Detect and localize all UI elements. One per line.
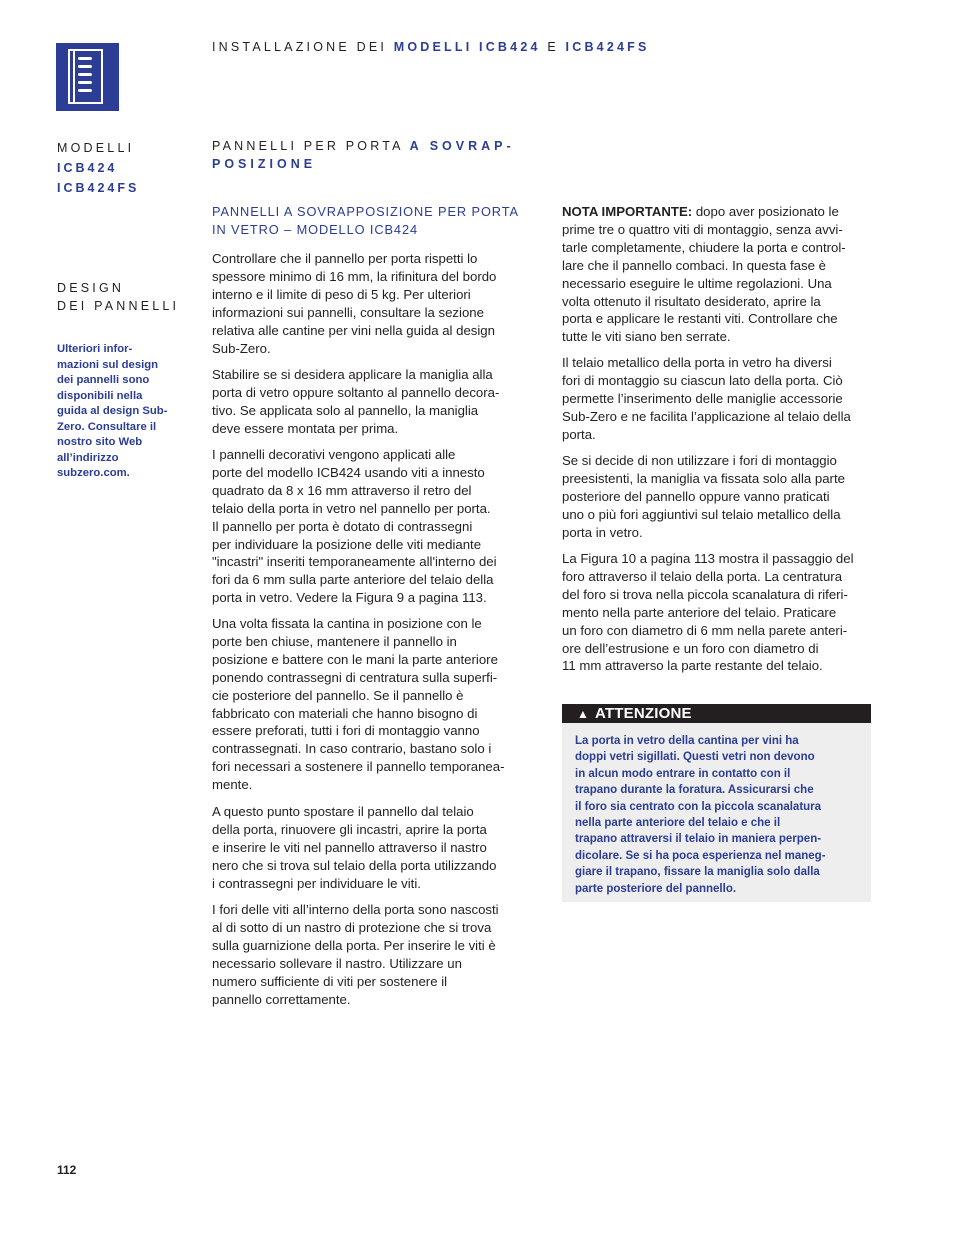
body-line: mento nella parte anteriore del telaio. Praticare bbox=[562, 604, 837, 620]
warning-line: nella parte anteriore del telaio e che il bbox=[575, 817, 781, 830]
left-paragraph-2 bbox=[212, 366, 499, 438]
sidebar-note-line: dei pannelli sono bbox=[57, 374, 150, 386]
sidebar-note-line: nostro sito Web bbox=[57, 436, 143, 448]
body-line: Il telaio metallico della porta in vetro ha diversi bbox=[562, 355, 832, 370]
body-line: preesistenti, la maniglia va fissata solo alla parte bbox=[562, 470, 845, 486]
body-line: deve essere montata per prima. bbox=[212, 420, 399, 436]
body-line: uno o più fori aggiuntivi sul telaio metallico della bbox=[562, 506, 841, 522]
sidebar-note-line: disponibili nella bbox=[57, 389, 143, 402]
logo-shelf bbox=[78, 57, 92, 60]
body-line: Il pannello per porta è dotato di contrassegni bbox=[212, 518, 473, 534]
body-line: dopo aver posizionato le bbox=[692, 204, 839, 219]
body-line: necessario eseguire le ultime regolazioni. Una bbox=[562, 275, 832, 291]
sidebar-design-label-1: DESIGN bbox=[57, 281, 125, 295]
body-line: tarle completamente, chiudere la porta e control- bbox=[562, 239, 846, 255]
body-line: ore dell’estrusione e un foro con diametro di bbox=[562, 640, 819, 656]
warning-line: trapano attraversi il telaio in maniera perpen- bbox=[575, 833, 822, 846]
sidebar-note-line: all’indirizzo bbox=[57, 451, 119, 464]
body-line: della porta, rinuovere gli incastri, aprire la porta bbox=[212, 821, 487, 837]
body-line: I pannelli decorativi vengono applicati alle bbox=[212, 447, 456, 462]
warning-line: dicolare. Se si ha poca esperienza nel maneg- bbox=[575, 849, 826, 862]
header-model-b: ICB424FS bbox=[565, 40, 650, 54]
body-line: del foro si trova nella piccola scanalatura di riferi- bbox=[562, 586, 848, 602]
body-line: Sub-Zero e ne facilita l’applicazione al telaio della bbox=[562, 408, 851, 424]
header-model-a: MODELLI ICB424 bbox=[393, 40, 541, 54]
body-line: interno e il limite di peso di 5 kg. Per ulteriori bbox=[212, 286, 471, 302]
body-line: porte del modello ICB424 usando viti a innesto bbox=[212, 464, 485, 480]
body-line: lare che il pannello combaci. In questa fase è bbox=[562, 257, 826, 273]
body-line: fori necessari a sostenere il pannello temporanea- bbox=[212, 759, 505, 775]
right-paragraph-3 bbox=[562, 550, 854, 675]
body-line: porta e applicare le restanti viti. Controllare che bbox=[562, 311, 838, 327]
logo-shelf bbox=[78, 89, 92, 92]
body-line: nero che si trova sul telaio della porta utilizzando bbox=[212, 857, 497, 873]
body-line: porta. bbox=[562, 426, 596, 442]
body-line: posizione e battere con le mani la parte anteriore bbox=[212, 651, 498, 667]
body-line: mente. bbox=[212, 777, 253, 793]
body-line: fori di montaggio su ciascun lato della porta. Ciò bbox=[562, 372, 843, 388]
sidebar-model-1: ICB424 bbox=[57, 161, 118, 175]
subheading-line: IN VETRO – MODELLO ICB424 bbox=[212, 221, 418, 237]
body-line: i contrassegni per individuare le viti. bbox=[212, 875, 421, 891]
body-line: volta ottenuto il risultato desiderato, aprire la bbox=[562, 293, 821, 309]
left-paragraph-3 bbox=[212, 446, 497, 607]
body-line: cie posteriore del pannello. Se il pannello è bbox=[212, 687, 464, 703]
body-line: per individuare la posizione delle viti mediante bbox=[212, 536, 482, 552]
body-line: I fori delle viti all’interno della porta sono nascosti bbox=[212, 902, 499, 917]
right-paragraph-1 bbox=[562, 354, 851, 444]
body-line: e inserire le viti nel pannello attraverso il nastro bbox=[212, 839, 487, 855]
body-line: permette l’inserimento delle maniglie accessorie bbox=[562, 390, 843, 406]
body-line: Controllare che il pannello per porta rispetti lo bbox=[212, 251, 478, 266]
sidebar-note-link[interactable]: subzero.com. bbox=[57, 467, 130, 479]
subheading-line: PANNELLI A SOVRAPPOSIZIONE PER PORTA bbox=[212, 204, 519, 219]
body-line: porta in vetro. Vedere la Figura 9 a pagina 113. bbox=[212, 590, 487, 606]
body-line: foro attraverso il telaio della porta. La centratura bbox=[562, 568, 843, 584]
important-note bbox=[562, 203, 846, 346]
body-line: fabbricato con materiali che hanno bisogno di bbox=[212, 705, 478, 721]
logo-door-edge bbox=[73, 49, 75, 104]
body-line: tutte le viti siano ben serrate. bbox=[562, 329, 731, 345]
warning-triangle-icon: ▲ bbox=[577, 707, 589, 721]
body-line: A questo punto spostare il pannello dal telaio bbox=[212, 804, 474, 819]
sidebar-model-2: ICB424FS bbox=[57, 181, 140, 195]
body-line: quadrato da 8 x 16 mm attraverso il retro del bbox=[212, 482, 472, 498]
body-line: telaio della porta in vetro nel pannello per porta. bbox=[212, 500, 491, 516]
header-prefix: INSTALLAZIONE DEI bbox=[212, 40, 388, 54]
warning-line: in alcun modo entrare in contatto con il bbox=[575, 767, 791, 780]
warning-line: doppi vetri sigillati. Questi vetri non devono bbox=[575, 751, 815, 764]
body-line: "incastri" inseriti temporaneamente all'interno dei bbox=[212, 554, 497, 570]
sidebar-note bbox=[57, 342, 187, 482]
warning-line: parte posteriore del pannello. bbox=[575, 882, 737, 895]
sidebar-note-line: Ulteriori infor- bbox=[57, 343, 133, 355]
header-conjunction: E bbox=[547, 40, 559, 54]
sidebar-models-label: MODELLI bbox=[57, 141, 135, 155]
body-line: sulla guarnizione della porta. Per inserire le viti è bbox=[212, 937, 496, 953]
body-line: essere preforati, tutti i fori di montaggio vanno bbox=[212, 723, 480, 739]
left-paragraph-6 bbox=[212, 901, 499, 1008]
logo-shelf bbox=[78, 65, 92, 68]
body-line: tivo. Se applicata solo al pannello, la maniglia bbox=[212, 402, 479, 418]
body-line: Una volta fissata la cantina in posizione con le bbox=[212, 616, 482, 631]
warning-line: il foro sia centrato con la piccola scanalatura bbox=[575, 800, 822, 813]
section-heading-emphasis-1: A SOVRAP- bbox=[409, 139, 515, 153]
body-line: prime tre o quattro viti di montaggio, senza avvi- bbox=[562, 221, 843, 237]
subheading bbox=[212, 203, 542, 238]
body-line: La Figura 10 a pagina 113 mostra il passaggio del bbox=[562, 551, 854, 566]
body-line: al di sotto di un nastro di protezione che si trova bbox=[212, 919, 492, 935]
body-line: Sub-Zero. bbox=[212, 340, 271, 356]
left-paragraph-1 bbox=[212, 250, 496, 357]
body-line: ponendo contrassegni di centratura sulla superfi- bbox=[212, 669, 498, 685]
body-line: numero sufficiente di viti per sostenere il bbox=[212, 973, 448, 989]
warning-text bbox=[575, 733, 826, 897]
warning-box bbox=[562, 704, 871, 902]
sidebar-note-line: guida al design Sub- bbox=[57, 405, 168, 417]
body-line: pannello correttamente. bbox=[212, 991, 351, 1007]
section-heading bbox=[212, 137, 515, 173]
body-line: relativa alle cantine per vini nella guida al design bbox=[212, 322, 495, 338]
sidebar-note-line: mazioni sul design bbox=[57, 358, 159, 371]
running-header bbox=[212, 40, 650, 54]
logo-shelf bbox=[78, 81, 92, 84]
body-line: necessario sollevare il nastro. Utilizzare un bbox=[212, 955, 462, 971]
warning-line: giare il trapano, fissare la maniglia solo dalla bbox=[575, 866, 820, 879]
section-heading-emphasis-2: POSIZIONE bbox=[212, 157, 317, 171]
left-paragraph-4 bbox=[212, 615, 505, 794]
important-note-label: NOTA IMPORTANTE: bbox=[562, 204, 693, 219]
body-line: porta di vetro oppure soltanto al pannello decora- bbox=[212, 384, 500, 400]
warning-title: ATTENZIONE bbox=[595, 705, 692, 722]
warning-line: trapano durante la foratura. Assicurarsi che bbox=[575, 784, 814, 797]
logo-shelf bbox=[78, 73, 92, 76]
body-line: informazioni sui pannelli, consultare la sezione bbox=[212, 304, 484, 320]
warning-line: La porta in vetro della cantina per vini ha bbox=[575, 735, 799, 747]
body-line: spessore minimo di 16 mm, la rifinitura del bordo bbox=[212, 268, 497, 284]
wine-cabinet-logo-icon bbox=[56, 43, 119, 111]
section-heading-prefix: PANNELLI PER PORTA bbox=[212, 139, 403, 153]
warning-title-bar bbox=[562, 704, 871, 723]
body-line: contrassegnati. In caso contrario, bastano solo i bbox=[212, 741, 492, 757]
sidebar-note-line: Zero. Consultare il bbox=[57, 420, 157, 433]
body-line: un foro con diametro di 6 mm nella parete anteri- bbox=[562, 622, 848, 638]
body-line: porte ben chiuse, mantenere il pannello in bbox=[212, 633, 457, 649]
body-line: fori da 6 mm sulla parte anteriore del telaio della bbox=[212, 572, 494, 588]
body-line: Stabilire se si desidera applicare la maniglia alla bbox=[212, 367, 493, 382]
body-line: posteriore del pannello oppure vanno praticati bbox=[562, 488, 830, 504]
body-line: porta in vetro. bbox=[562, 524, 643, 540]
sidebar-design-label-2: DEI PANNELLI bbox=[57, 299, 180, 313]
body-line: 11 mm attraverso la parte restante del telaio. bbox=[562, 658, 823, 674]
right-paragraph-2 bbox=[562, 452, 845, 542]
page-number: 112 bbox=[57, 1163, 77, 1177]
body-line: Se si decide di non utilizzare i fori di montaggio bbox=[562, 453, 837, 468]
left-paragraph-5 bbox=[212, 803, 496, 893]
